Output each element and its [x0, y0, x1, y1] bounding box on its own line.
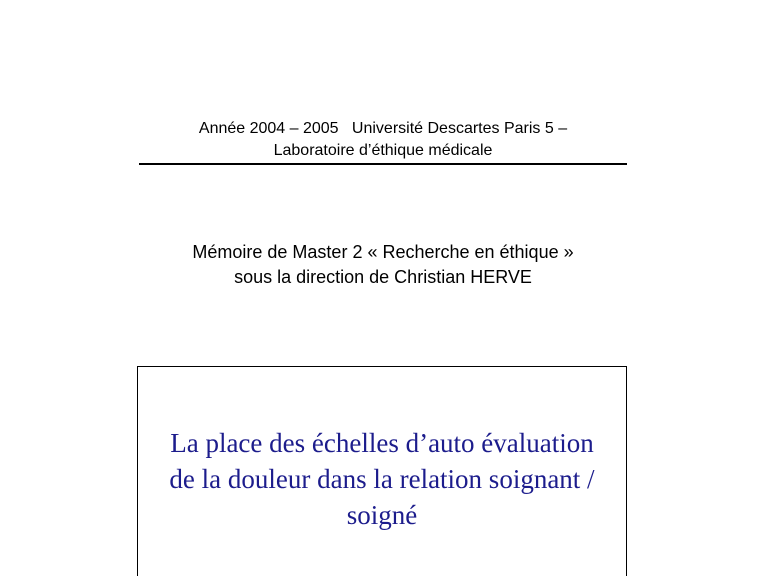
header-year-university: Année 2004 – 2005 Université Descartes Paris 5 – — [198, 120, 568, 137]
document-title — [138, 425, 626, 533]
memoire-info — [100, 240, 666, 290]
header-laboratory: Laboratoire d’éthique médicale — [273, 142, 493, 159]
title-line-3: soigné — [346, 500, 418, 530]
memoire-supervisor: sous la direction de Christian HERVE — [234, 267, 532, 287]
header-divider — [139, 163, 627, 165]
title-line-1: La place des échelles d’auto évaluation — [170, 428, 594, 458]
title-frame — [137, 366, 627, 576]
title-line-2: de la douleur dans la relation soignant / — [169, 464, 595, 494]
memoire-degree: Mémoire de Master 2 « Recherche en éthique » — [192, 242, 574, 262]
institution-header — [139, 118, 627, 162]
